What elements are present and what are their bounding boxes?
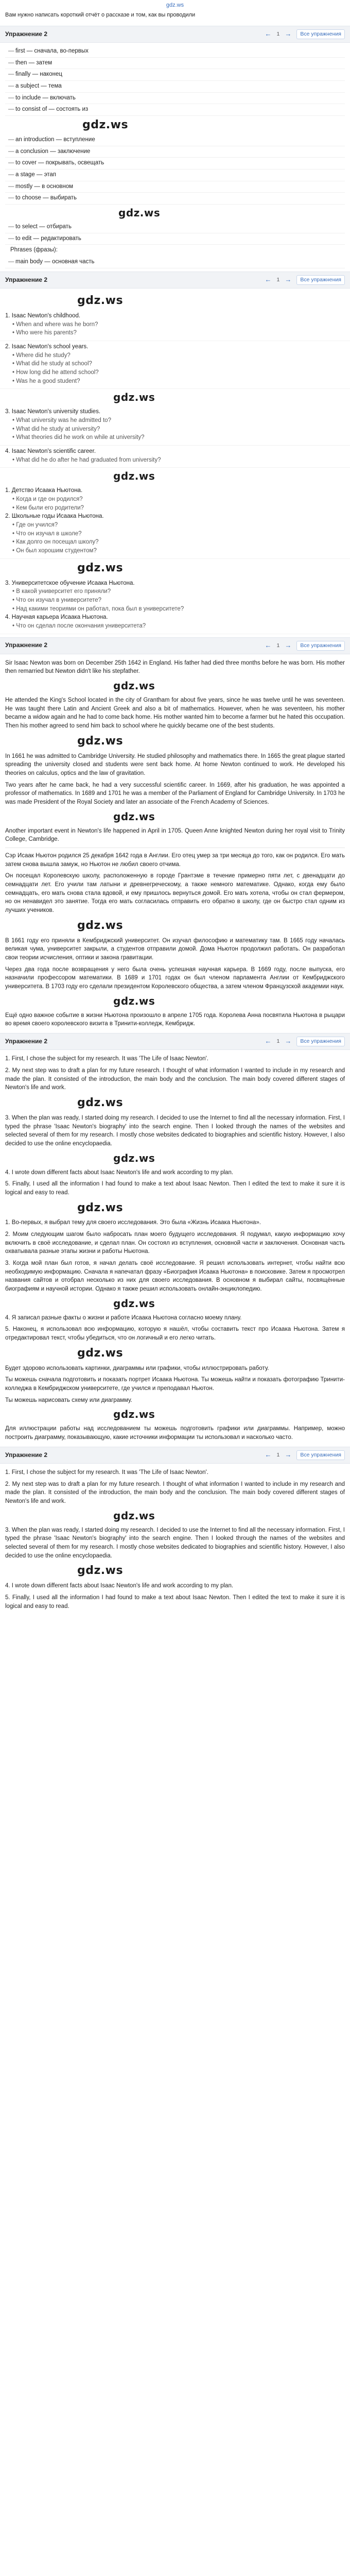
- watermark: gdz.ws: [118, 207, 161, 219]
- list-item: — a subject — тема: [5, 81, 345, 93]
- exercise-nav: [265, 275, 345, 285]
- paragraph: 5. Наконец, я использовал всю информацию, которую я нашёл, чтобы составить текст про Исаака Ньютона. Затем я отредактировал текст, чтобы убедиться, что он логичный и его легко читать.: [5, 1326, 345, 1342]
- paragraph: 1. First, I chose the subject for my research. It was 'The Life of Isaac Newton'.: [5, 1056, 208, 1062]
- paragraph: Ты можешь нарисовать схему или диаграмму.: [5, 1397, 132, 1403]
- prev-arrow-icon[interactable]: ←: [265, 1450, 272, 1459]
- paragraph: Sir Isaac Newton was born on December 25th 1642 in England. His father had died three months before he was born. His mother then remarried but Newton didn't like his stepfather.: [5, 659, 345, 675]
- exercise-title: Упражнение 2: [5, 1037, 47, 1045]
- next-arrow-icon[interactable]: →: [285, 275, 292, 283]
- watermark: gdz.ws: [77, 1564, 124, 1578]
- translation-block: 3. Университетское обучение Исаака Ньютона. • В какой университет его приняли? • Что он изучал в университете? • Над какими теориями он работал, пока был в университете? 4. Научная карьера Исаака Ньютона. • Что он сделал после окончания университета?: [0, 578, 350, 634]
- paragraph: 1. Во-первых, я выбрал тему для своего исследования. Это была «Жизнь Исаака Ньютона».: [5, 1219, 261, 1226]
- vocab-list: [0, 46, 350, 268]
- exercise-nav: [265, 1037, 345, 1046]
- prev-arrow-icon[interactable]: ←: [265, 30, 272, 38]
- watermark: gdz.ws: [113, 1509, 155, 1522]
- paragraph: 3. When the plan was ready, I started doing my research. I decided to use the Internet to find all the necessary information. First, I typed the phrase 'Isaac Newton's biography' into the search engine. Then I looked through the names of the websites and selected several of them for my research. I mostly chose websites dedicated to biographies and scientific history. However, I also decided to use the online encyclopaedia.: [5, 1527, 345, 1559]
- watermark: gdz.ws: [113, 470, 155, 483]
- prev-arrow-icon[interactable]: ←: [265, 641, 272, 649]
- watermark: gdz.ws: [113, 1408, 155, 1421]
- paragraph: Ты можешь сначала подготовить и показать портрет Исаака Ньютона. Ты можешь найти и показать фотографию Тринити-колледжа в Кембриджском университете, где учился и преподавал Ньютон.: [5, 1377, 345, 1392]
- paragraph: 4. I wrote down different facts about Isaac Newton's life and work according to my plan.: [5, 1583, 234, 1589]
- paragraph: Будет здорово использовать картинки, диаграммы или графики, чтобы иллюстрировать работу.: [5, 1365, 269, 1371]
- page-number: 1: [276, 1451, 280, 1458]
- paragraph: 2. Моим следующим шагом было набросать план моего будущего исследования. Я подумал, какую информацию хочу включить в своё исследование, и сделал план. Он состоял из вступления, основной части и заключения. Основная часть охватывала разные этапы жизни и работы Ньютона.: [5, 1231, 345, 1255]
- watermark: gdz.ws: [113, 391, 155, 404]
- paragraph: Two years after he came back, he had a very successful scientific career. In 1669, after his graduation, he was appointed a professor of mathematics. In 1689 and 1701 he was a member of the Parliament of England for Cambridge University. In 1703 he was made President of the Royal Society and later an associate of the French Academy of Sciences.: [5, 782, 345, 806]
- all-exercises-button[interactable]: Все упражнения: [296, 641, 345, 651]
- exercise-title: Упражнение 2: [5, 276, 47, 283]
- all-exercises-button[interactable]: Все упражнения: [296, 29, 345, 39]
- phrase-heading: Phrases (фразы):: [10, 247, 58, 253]
- site-link[interactable]: gdz.ws: [166, 2, 184, 8]
- prev-arrow-icon[interactable]: ←: [265, 275, 272, 283]
- page-number: 1: [276, 30, 280, 37]
- exercise-header: [0, 637, 350, 654]
- exercise-nav: [265, 29, 345, 39]
- page-number: 1: [276, 642, 280, 649]
- list-item: — main body — основная часть: [5, 257, 345, 268]
- list-item: — first — сначала, во-первых: [5, 46, 345, 58]
- paragraph: Сэр Исаак Ньютон родился 25 декабря 1642 года в Англии. Его отец умер за три месяца до того, как он родился. Его мать затем снова вышла замуж, но Ньютон не любил своего отчима.: [5, 853, 345, 868]
- paragraph: In 1661 he was admitted to Cambridge University. He studied philosophy and mathematics there. In 1665 the great plague started spreading the university closed and students were sent back home. At home Newton continued to work. He developed his theories on calculus, optics and the law of gravitation.: [5, 753, 345, 777]
- list-item: — to consist of — состоять из: [5, 104, 345, 116]
- intro-text: Вам нужно написать короткий отчёт о рассказе и том, как вы проводили: [5, 11, 196, 18]
- list-item: — a conclusion — заключение: [5, 146, 345, 158]
- question-block: 3. Isaac Newton's university studies. • What university was he admitted to? • What did he study at university? • What theories did he work on while at university?: [0, 406, 350, 446]
- exercise-header: [0, 272, 350, 289]
- paragraph: Another important event in Newton's life happened in April in 1705. Queen Anne knighted Newton during her royal visit to Trinity College, Cambridge.: [5, 827, 345, 843]
- watermark: gdz.ws: [113, 1151, 155, 1164]
- all-exercises-button[interactable]: Все упражнения: [296, 1037, 345, 1046]
- exercise-header: [0, 26, 350, 43]
- watermark: gdz.ws: [77, 1096, 124, 1109]
- list-item: — to select — отбирать: [5, 222, 345, 233]
- list-item: — to edit — редактировать: [5, 233, 345, 245]
- watermark: gdz.ws: [77, 1346, 124, 1360]
- exercise-header: [0, 1447, 350, 1464]
- list-item: — to include — включать: [5, 93, 345, 105]
- watermark: gdz.ws: [113, 1297, 155, 1310]
- paragraph: He attended the King's School located in the city of Grantham for about five years, since he was twelve until he was seventeen. He was taught there Latin and Ancient Greek and also a bit of mathematics. However, when he was seventeen, his mother became a widow again and he had to come back home. His mother wanted him to become a farmer but he hated this occupation. Then his mother agreed to send him back to school where he quickly became one of the best students.: [5, 697, 345, 730]
- next-arrow-icon[interactable]: →: [285, 30, 292, 38]
- question-block: 2. Isaac Newton's school years. • Where did he study? • What did he study at school? • How long did he attend school? • Was he a good student?: [0, 341, 350, 389]
- watermark: gdz.ws: [113, 994, 155, 1007]
- exercise-nav: [265, 641, 345, 651]
- paragraph: 1. First, I chose the subject for my research. It was 'The Life of Isaac Newton'.: [5, 1469, 208, 1476]
- list-item: — finally — наконец: [5, 69, 345, 81]
- list-item: — to cover — покрывать, освещать: [5, 158, 345, 170]
- watermark: gdz.ws: [113, 680, 155, 692]
- watermark: gdz.ws: [113, 810, 155, 823]
- prev-arrow-icon[interactable]: ←: [265, 1037, 272, 1045]
- watermark: gdz.ws: [77, 294, 124, 307]
- paragraph: 3. When the plan was ready, I started doing my research. I decided to use the Internet to find all the necessary information. First, I typed the phrase 'Isaac Newton's biography' into the search engine. Then I looked through the names of the websites and selected several of them for my research. I mostly chose websites dedicated to biographies and scientific history. However, I also decided to use the online encyclopaedia.: [5, 1114, 345, 1147]
- paragraph: Для иллюстрации работы над исследованием ты можешь подготовить графики или диаграммы. Например, можно построить диаграмму, показывающую, какие источники информации ты использовал и насколько часто.: [5, 1426, 345, 1441]
- list-item: — then — затем: [5, 58, 345, 70]
- exercise-nav: [265, 1450, 345, 1460]
- page-number: 1: [276, 276, 280, 283]
- paragraph: 2. My next step was to draft a plan for my future research. I thought of what information I wanted to include in my research and made the plan. It consisted of the introduction, the main body and the conclusion. The main body covered different stages of Newton's life and work.: [5, 1481, 345, 1504]
- watermark: gdz.ws: [77, 734, 124, 748]
- question-block: 1. Isaac Newton's childhood. • When and where was he born? • Who were his parents?: [0, 310, 350, 341]
- paragraph: В 1661 году его приняли в Кембриджский университет. Он изучал философию и математику там. В 1665 году началась великая чума, университет закрыли, а студентов отправили домой. Дома Ньютон продолжил работать. Он разработал свои теории исчисления, оптики и закона гравитации.: [5, 937, 345, 961]
- all-exercises-button[interactable]: Все упражнения: [296, 1450, 345, 1460]
- paragraph: 2. My next step was to draft a plan for my future research. I thought of what information I wanted to include in my research and made the plan. It consisted of the introduction, the main body and the conclusion. The main body covered different stages of Newton's life and work.: [5, 1067, 345, 1091]
- paragraph: 5. Finally, I used all the information I had found to make a text about Isaac Newton. Then I edited the text to make it sure it is logical and easy to read.: [5, 1181, 345, 1196]
- paragraph: Через два года после возвращения у него была очень успешная научная карьера. В 1669 году, после выпуска, его назначили профессором математики. В 1689 и 1701 годах он был членом парламента Англии от Кембриджского университета. В 1703 году его сделали президентом Королевского общества, а затем членом Французской академии наук.: [5, 966, 345, 990]
- list-item: — mostly — в основном: [5, 181, 345, 193]
- watermark: gdz.ws: [77, 919, 124, 932]
- list-item: — an introduction — вступление: [5, 134, 345, 146]
- watermark: gdz.ws: [82, 118, 129, 132]
- exercise-title: Упражнение 2: [5, 641, 47, 649]
- paragraph: Ещё одно важное событие в жизни Ньютона произошло в апреле 1705 года. Королева Анна посвятила Ньютона в рыцари во время своего королевского визита в Тринити-колледж, Кембридж.: [5, 1012, 345, 1027]
- all-exercises-button[interactable]: Все упражнения: [296, 275, 345, 285]
- watermark: gdz.ws: [77, 561, 124, 574]
- paragraph: 3. Когда мой план был готов, я начал делать своё исследование. Я решил использовать интернет, чтобы найти всю необходимую информацию. Сначала я напечатал фразу «Биография Исаака Ньютона» в поисковике. Затем я просмотрел названия сайтов и отобрал несколько из них для своего исследования. В основном я выбирал сайты, посвящённые биографиям и научной истории. Однако я также решил использовать онлайн-энциклопедию.: [5, 1260, 345, 1293]
- next-arrow-icon[interactable]: →: [285, 1450, 292, 1459]
- paragraph: 4. I wrote down different facts about Isaac Newton's life and work according to my plan.: [5, 1169, 234, 1176]
- exercise-header: [0, 1033, 350, 1050]
- paragraph: 5. Finally, I used all the information I had found to make a text about Isaac Newton. Then I edited the text to make it sure it is logical and easy to read.: [5, 1594, 345, 1609]
- next-arrow-icon[interactable]: →: [285, 641, 292, 649]
- paragraph: 4. Я записал разные факты о жизни и работе Исаака Ньютона согласно моему плану.: [5, 1314, 242, 1321]
- next-arrow-icon[interactable]: →: [285, 1037, 292, 1045]
- exercise-title: Упражнение 2: [5, 30, 47, 38]
- exercise-title: Упражнение 2: [5, 1451, 47, 1459]
- list-item: — a stage — этап: [5, 170, 345, 181]
- translation-block: 1. Детство Исаака Ньютона. • Когда и где он родился? • Кем были его родители? 2. Школьные годы Исаака Ньютона. • Где он учился? • Что он изучал в школе? • Как долго он посещал школу? • Он был хорошим студентом?: [0, 485, 350, 558]
- page-number: 1: [276, 1038, 280, 1045]
- question-block: 4. Isaac Newton's scientific career. • What did he do after he had graduated from university?: [0, 446, 350, 468]
- paragraph: Он посещал Королевскую школу, расположенную в городе Грантэме в течение примерно пяти лет, с двенадцати до семнадцати лет. Его учили там латыни и древнегреческому, а также немного математике. Однако, когда ему было семнадцать, его мать снова стала вдовой, и ему пришлось вернуться домой. Его мать хотела, чтобы он стал фермером, но он ненавидел это занятие. Тогда его мать согласилась отправить его обратно в школу, где он быстро стал одним из лучших учеников.: [5, 873, 345, 914]
- list-item: — to choose — выбирать: [5, 193, 345, 205]
- watermark: gdz.ws: [77, 1201, 124, 1214]
